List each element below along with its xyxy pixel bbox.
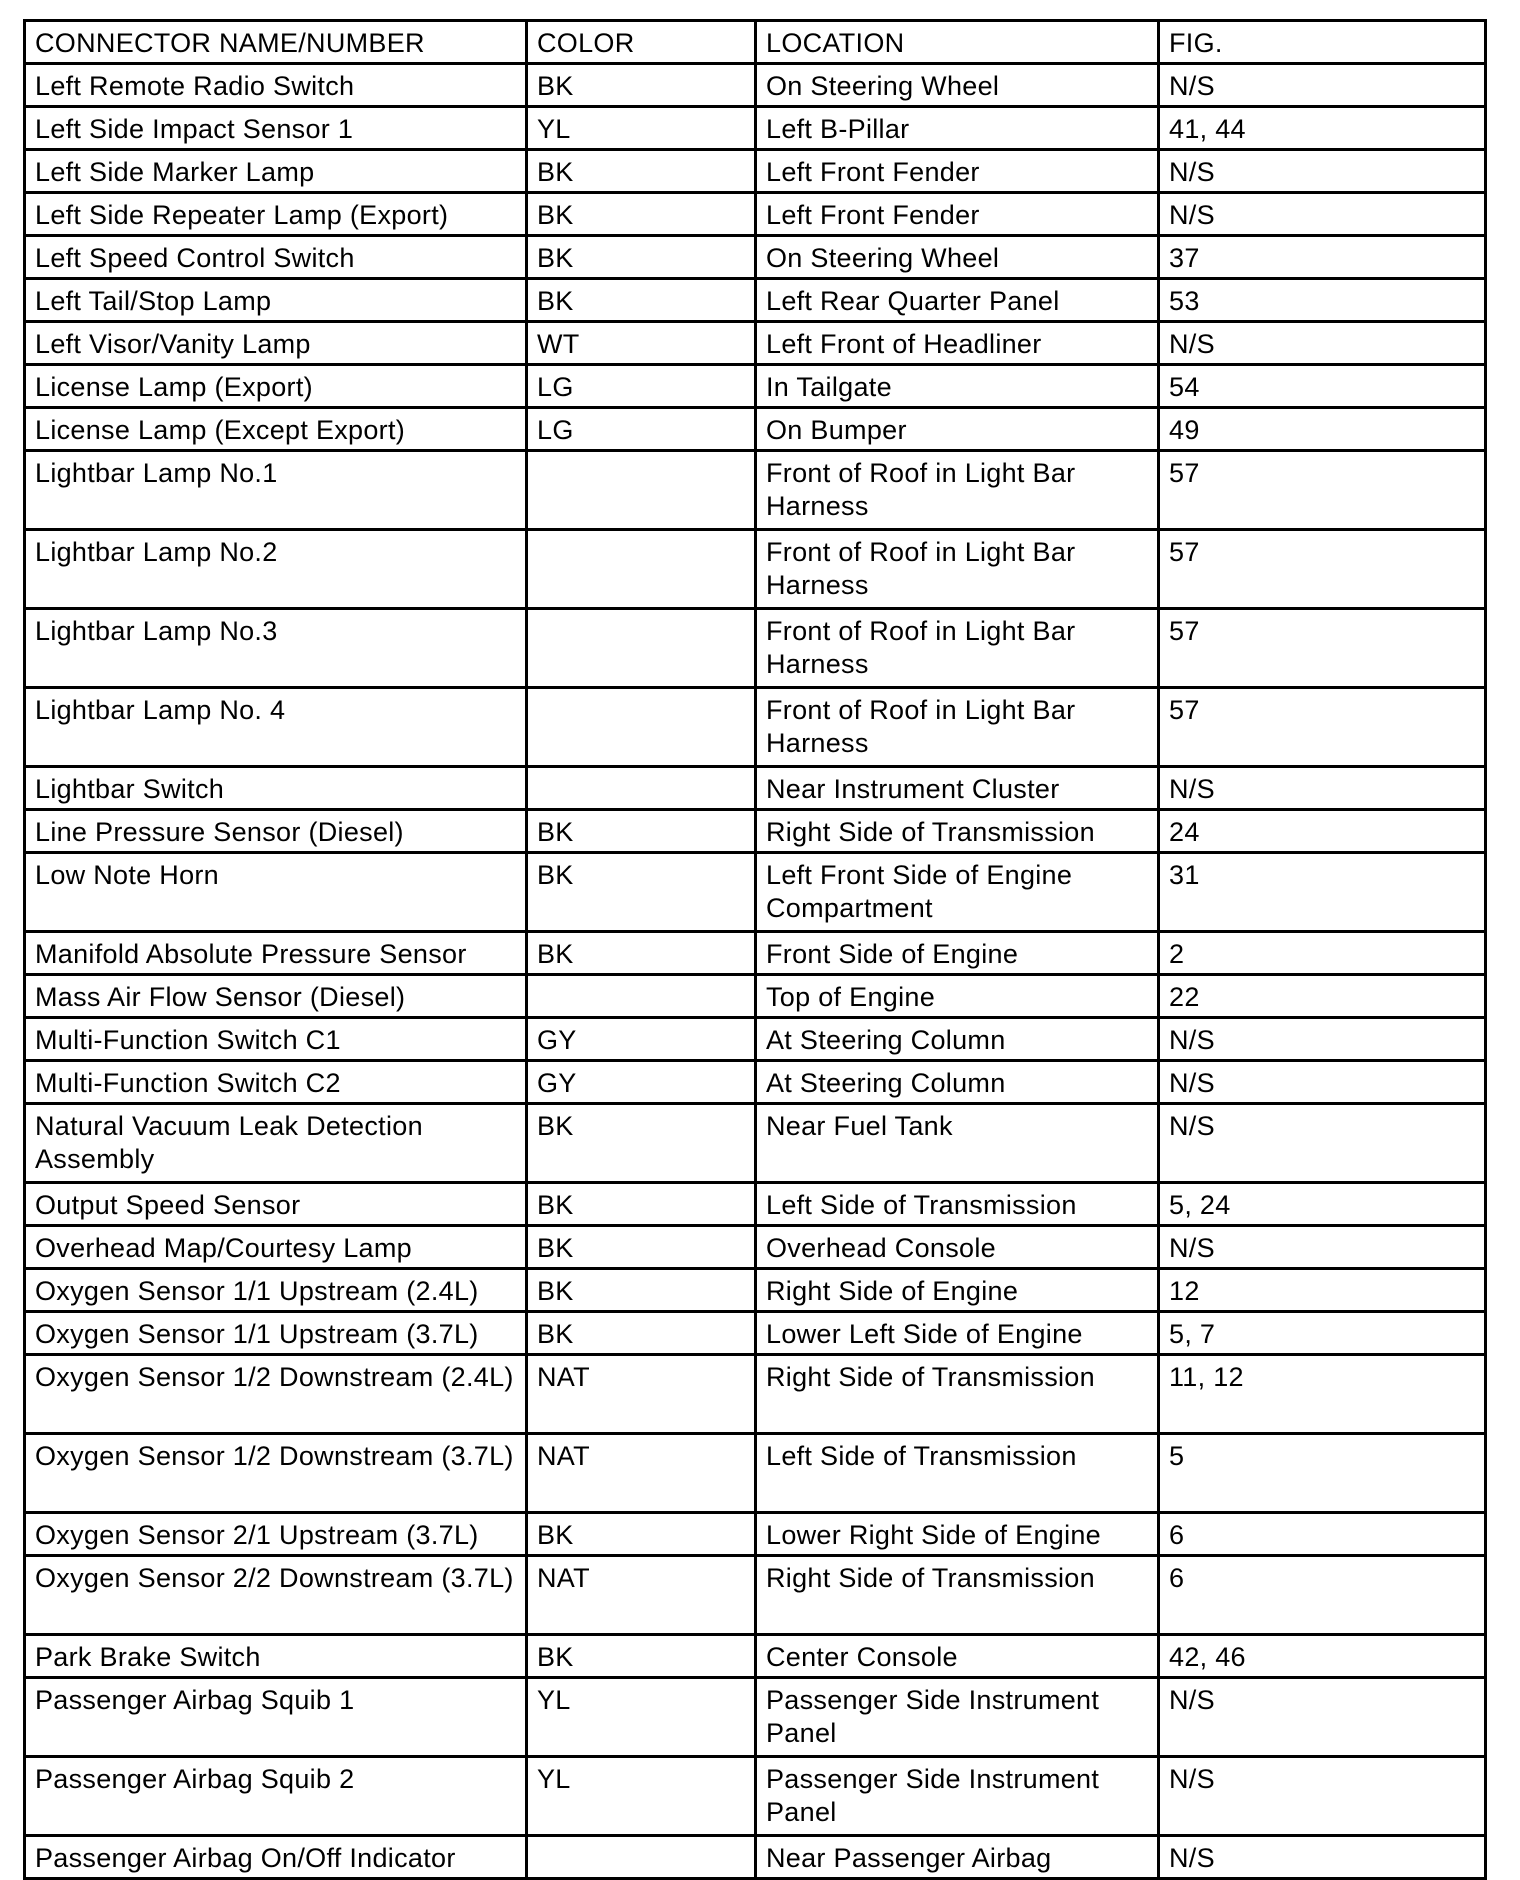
cell-fig: 11, 12: [1159, 1355, 1486, 1434]
cell-fig: 5, 24: [1159, 1183, 1486, 1226]
cell-connector-name: Mass Air Flow Sensor (Diesel): [25, 975, 527, 1018]
table-row: [25, 767, 1486, 810]
cell-color: [527, 975, 756, 1018]
cell-color: BK: [527, 1513, 756, 1556]
cell-location: In Tailgate: [756, 365, 1159, 408]
cell-location: Front of Roof in Light Bar Harness: [756, 688, 1159, 767]
table-row: [25, 1836, 1486, 1879]
cell-location: Lower Right Side of Engine: [756, 1513, 1159, 1556]
cell-location: Right Side of Transmission: [756, 1355, 1159, 1434]
table-row: [25, 1183, 1486, 1226]
cell-color: NAT: [527, 1355, 756, 1434]
table-body: [25, 64, 1486, 1879]
table-row: [25, 1434, 1486, 1513]
cell-fig: 5, 7: [1159, 1312, 1486, 1355]
table-row: [25, 107, 1486, 150]
cell-connector-name: Oxygen Sensor 2/1 Upstream (3.7L): [25, 1513, 527, 1556]
cell-color: NAT: [527, 1556, 756, 1635]
cell-location: Right Side of Engine: [756, 1269, 1159, 1312]
cell-color: GY: [527, 1018, 756, 1061]
cell-color: BK: [527, 1635, 756, 1678]
cell-connector-name: Lightbar Switch: [25, 767, 527, 810]
cell-fig: N/S: [1159, 1061, 1486, 1104]
cell-fig: 57: [1159, 451, 1486, 530]
cell-connector-name: Passenger Airbag Squib 1: [25, 1678, 527, 1757]
cell-color: GY: [527, 1061, 756, 1104]
cell-location: Passenger Side Instrument Panel: [756, 1757, 1159, 1836]
cell-color: WT: [527, 322, 756, 365]
cell-fig: 37: [1159, 236, 1486, 279]
cell-color: BK: [527, 810, 756, 853]
cell-fig: 31: [1159, 853, 1486, 932]
cell-color: BK: [527, 1312, 756, 1355]
cell-fig: 42, 46: [1159, 1635, 1486, 1678]
cell-connector-name: Passenger Airbag Squib 2: [25, 1757, 527, 1836]
table-row: [25, 451, 1486, 530]
cell-connector-name: License Lamp (Export): [25, 365, 527, 408]
cell-fig: N/S: [1159, 767, 1486, 810]
cell-fig: 22: [1159, 975, 1486, 1018]
cell-color: [527, 451, 756, 530]
cell-fig: 41, 44: [1159, 107, 1486, 150]
table-row: [25, 1635, 1486, 1678]
cell-fig: N/S: [1159, 322, 1486, 365]
cell-connector-name: Left Tail/Stop Lamp: [25, 279, 527, 322]
cell-location: Right Side of Transmission: [756, 810, 1159, 853]
cell-connector-name: Low Note Horn: [25, 853, 527, 932]
cell-color: BK: [527, 932, 756, 975]
cell-fig: 5: [1159, 1434, 1486, 1513]
table-row: [25, 322, 1486, 365]
cell-color: [527, 609, 756, 688]
cell-connector-name: Overhead Map/Courtesy Lamp: [25, 1226, 527, 1269]
cell-location: Passenger Side Instrument Panel: [756, 1678, 1159, 1757]
table-row: [25, 1355, 1486, 1434]
cell-location: Near Passenger Airbag: [756, 1836, 1159, 1879]
column-header-location: LOCATION: [756, 21, 1159, 64]
cell-location: Center Console: [756, 1635, 1159, 1678]
cell-color: BK: [527, 193, 756, 236]
table-row: [25, 1018, 1486, 1061]
cell-connector-name: Lightbar Lamp No. 4: [25, 688, 527, 767]
cell-fig: 24: [1159, 810, 1486, 853]
cell-location: Front of Roof in Light Bar Harness: [756, 451, 1159, 530]
table-row: [25, 1757, 1486, 1836]
cell-color: BK: [527, 1269, 756, 1312]
cell-location: Left Front of Headliner: [756, 322, 1159, 365]
table-row: [25, 932, 1486, 975]
table-row: [25, 1312, 1486, 1355]
cell-color: BK: [527, 853, 756, 932]
table-row: [25, 853, 1486, 932]
cell-fig: 6: [1159, 1513, 1486, 1556]
cell-connector-name: Left Side Impact Sensor 1: [25, 107, 527, 150]
cell-location: Left Side of Transmission: [756, 1183, 1159, 1226]
table-row: [25, 688, 1486, 767]
cell-connector-name: Oxygen Sensor 1/2 Downstream (2.4L): [25, 1355, 527, 1434]
cell-color: BK: [527, 236, 756, 279]
table-row: [25, 1061, 1486, 1104]
cell-connector-name: Lightbar Lamp No.2: [25, 530, 527, 609]
table-row: [25, 236, 1486, 279]
cell-location: Front of Roof in Light Bar Harness: [756, 609, 1159, 688]
cell-fig: N/S: [1159, 64, 1486, 107]
cell-color: BK: [527, 1104, 756, 1183]
cell-connector-name: Oxygen Sensor 2/2 Downstream (3.7L): [25, 1556, 527, 1635]
cell-connector-name: Lightbar Lamp No.1: [25, 451, 527, 530]
cell-connector-name: Left Speed Control Switch: [25, 236, 527, 279]
cell-location: Left Front Fender: [756, 193, 1159, 236]
cell-color: LG: [527, 408, 756, 451]
table-row: [25, 64, 1486, 107]
cell-connector-name: Line Pressure Sensor (Diesel): [25, 810, 527, 853]
cell-color: [527, 1836, 756, 1879]
table-row: [25, 1556, 1486, 1635]
cell-connector-name: Oxygen Sensor 1/1 Upstream (2.4L): [25, 1269, 527, 1312]
cell-location: Left Rear Quarter Panel: [756, 279, 1159, 322]
cell-color: BK: [527, 1183, 756, 1226]
cell-location: Top of Engine: [756, 975, 1159, 1018]
cell-fig: N/S: [1159, 1757, 1486, 1836]
cell-location: Left Side of Transmission: [756, 1434, 1159, 1513]
cell-connector-name: Oxygen Sensor 1/1 Upstream (3.7L): [25, 1312, 527, 1355]
cell-fig: 57: [1159, 530, 1486, 609]
table-header-row: [25, 21, 1486, 64]
table-row: [25, 365, 1486, 408]
cell-color: BK: [527, 1226, 756, 1269]
cell-location: Front Side of Engine: [756, 932, 1159, 975]
cell-location: On Bumper: [756, 408, 1159, 451]
cell-color: YL: [527, 1678, 756, 1757]
cell-color: [527, 688, 756, 767]
cell-location: On Steering Wheel: [756, 236, 1159, 279]
cell-connector-name: Left Side Repeater Lamp (Export): [25, 193, 527, 236]
table-row: [25, 1269, 1486, 1312]
cell-connector-name: Oxygen Sensor 1/2 Downstream (3.7L): [25, 1434, 527, 1513]
cell-location: Lower Left Side of Engine: [756, 1312, 1159, 1355]
cell-location: Left Front Fender: [756, 150, 1159, 193]
cell-location: Left Front Side of Engine Compartment: [756, 853, 1159, 932]
cell-connector-name: Natural Vacuum Leak Detection Assembly: [25, 1104, 527, 1183]
cell-color: BK: [527, 279, 756, 322]
table-row: [25, 1678, 1486, 1757]
cell-connector-name: Lightbar Lamp No.3: [25, 609, 527, 688]
cell-color: YL: [527, 107, 756, 150]
cell-color: YL: [527, 1757, 756, 1836]
cell-location: At Steering Column: [756, 1061, 1159, 1104]
column-header-fig: FIG.: [1159, 21, 1486, 64]
cell-fig: 54: [1159, 365, 1486, 408]
cell-fig: 57: [1159, 688, 1486, 767]
table-row: [25, 1513, 1486, 1556]
cell-fig: N/S: [1159, 150, 1486, 193]
connector-table: [23, 19, 1487, 1880]
cell-location: Near Fuel Tank: [756, 1104, 1159, 1183]
column-header-color: COLOR: [527, 21, 756, 64]
column-header-connector: CONNECTOR NAME/NUMBER: [25, 21, 527, 64]
cell-color: [527, 767, 756, 810]
cell-fig: N/S: [1159, 1678, 1486, 1757]
cell-color: [527, 530, 756, 609]
cell-location: At Steering Column: [756, 1018, 1159, 1061]
cell-connector-name: Multi-Function Switch C2: [25, 1061, 527, 1104]
cell-connector-name: Manifold Absolute Pressure Sensor: [25, 932, 527, 975]
table-row: [25, 530, 1486, 609]
cell-fig: N/S: [1159, 1226, 1486, 1269]
table-row: [25, 150, 1486, 193]
cell-location: Front of Roof in Light Bar Harness: [756, 530, 1159, 609]
cell-connector-name: Left Remote Radio Switch: [25, 64, 527, 107]
cell-fig: 49: [1159, 408, 1486, 451]
cell-connector-name: License Lamp (Except Export): [25, 408, 527, 451]
cell-connector-name: Left Side Marker Lamp: [25, 150, 527, 193]
cell-connector-name: Passenger Airbag On/Off Indicator: [25, 1836, 527, 1879]
cell-location: Near Instrument Cluster: [756, 767, 1159, 810]
table-row: [25, 279, 1486, 322]
cell-fig: 57: [1159, 609, 1486, 688]
cell-location: Left B-Pillar: [756, 107, 1159, 150]
table-row: [25, 408, 1486, 451]
cell-location: On Steering Wheel: [756, 64, 1159, 107]
cell-fig: N/S: [1159, 1836, 1486, 1879]
table-row: [25, 975, 1486, 1018]
cell-fig: 6: [1159, 1556, 1486, 1635]
cell-connector-name: Multi-Function Switch C1: [25, 1018, 527, 1061]
table-row: [25, 609, 1486, 688]
table-row: [25, 193, 1486, 236]
cell-color: BK: [527, 64, 756, 107]
cell-connector-name: Park Brake Switch: [25, 1635, 527, 1678]
cell-fig: 12: [1159, 1269, 1486, 1312]
cell-color: NAT: [527, 1434, 756, 1513]
cell-fig: 2: [1159, 932, 1486, 975]
cell-location: Right Side of Transmission: [756, 1556, 1159, 1635]
cell-connector-name: Left Visor/Vanity Lamp: [25, 322, 527, 365]
cell-fig: 53: [1159, 279, 1486, 322]
table-row: [25, 1226, 1486, 1269]
cell-color: BK: [527, 150, 756, 193]
cell-color: LG: [527, 365, 756, 408]
cell-fig: N/S: [1159, 193, 1486, 236]
cell-connector-name: Output Speed Sensor: [25, 1183, 527, 1226]
cell-fig: N/S: [1159, 1104, 1486, 1183]
table-row: [25, 1104, 1486, 1183]
cell-fig: N/S: [1159, 1018, 1486, 1061]
cell-location: Overhead Console: [756, 1226, 1159, 1269]
table-row: [25, 810, 1486, 853]
